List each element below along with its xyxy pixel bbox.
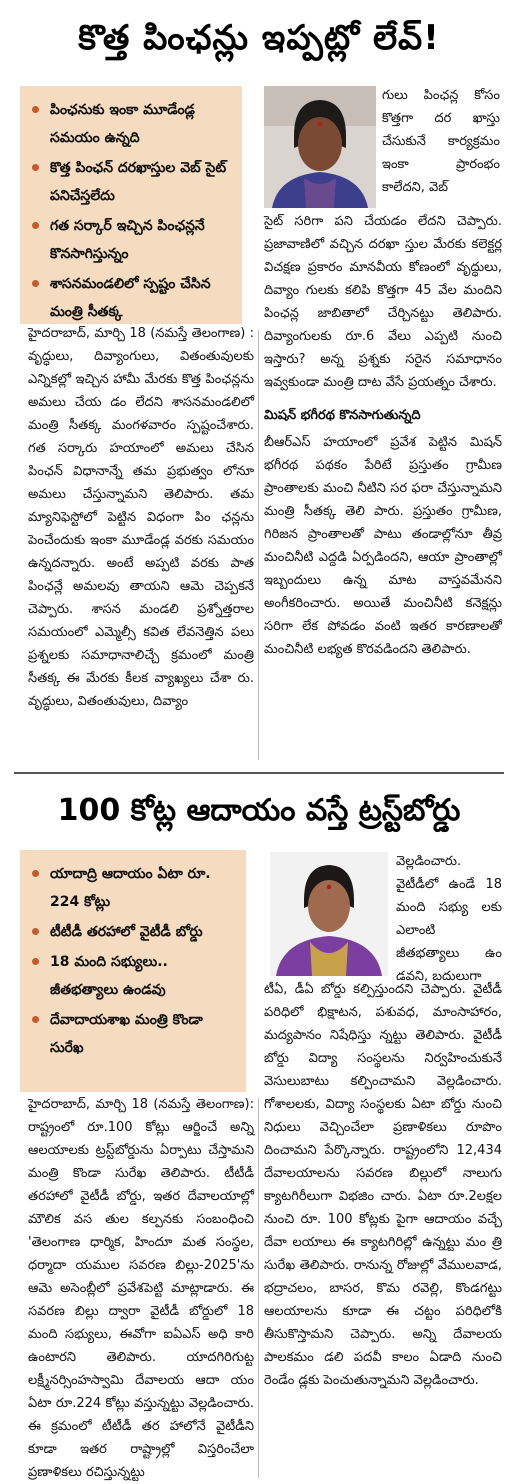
column-divider [258,1098,259,1478]
highlight-item: టీటీడీ తరహాలో వైటీడీ బోర్డు [50,918,238,946]
article-paragraph: హైదరాబాద్, మార్చి 18 (నమస్తే తెలంగాణ) : వృద్ధులు, దివ్యాంగులు, వితంతువులకు ఎన్నికల్లో ఇచ్చిన హామీ మేరకు కొత్త పింఛన్లను అమలు చేయ డం లేదని శాసనమండలిలో మంత్రి సీతక్క మంగళవారం స్పష్టంచేశారు. గత సర్కారు హయాంలో అమలు చేసిన పింఛన్ విధానాన్నే తమ ప్రభుత్వం లోనూ అమలు చేస్తున్నామని తెలిపారు. తమ మ్యానిఫెస్టోలో పెట్టిన విధంగా పిం ఛన్లను పెంచేందుకు ఇంకా మూడేండ్ల వరకు సమయం ఉన్నదన్నారు. అంటే అప్పటి వరకు పాత పింఛన్లే అమలవు తాయని ఆమె చెప్పకనే చెప్పారు. శాసన మండలి ప్రశ్నోత్తరాల సమయంలో ఎమ్మెల్సీ కవిత లేవనెత్తిన పలు ప్రశ్నలకు సమాధానాలిచ్చే క్రమంలో మంత్రి సీతక్క ఈ మేరకు కీలక వ్యాఖ్యలు చేశా రు. వృద్ధులు, వితంతువులు, దివ్యాం [28,326,254,709]
highlight-item: కొత్త పింఛన్ దరఖాస్తుల వెబ్ సైట్ పనిచేస్తలేదు [50,154,234,210]
highlight-item: పింఛనుకు ఇంకా మూడేండ్ల సమయం ఉన్నది [50,96,234,152]
bullet-icon [32,222,39,229]
article-paragraph: బీఆర్ఎస్ హయాంలో ప్రవేశ పెట్టిన మిషన్ భగీరథ పథకం పేరిటే ప్రస్తుతం గ్రామీణ ప్రాంతాలకు మంచి నీటిని సర ఫరా చేస్తున్నామని మంత్రి సీతక్క తెలి పారు. ప్రస్తుతం గ్రామీణ, గిరిజన ప్రాంతాలతో పాటు తండాల్లోనూ తీవ్ర మంచినీటి ఎద్దడి ఏర్పడిందని, ఆయా ప్రాంతాల్లో ఇబ్బందులు ఉన్న మాట వాస్తవమేనని అంగీకరించారు. అయితే మంచినీటి కనెక్షన్లు సరిగా లేక పోవడం వంటి ఇతర కారణాలతో మంచినీటి లభ్యత కొరవడిందని తెలిపారు. [264,435,502,657]
bullet-icon [32,280,39,287]
highlight-item: 18 మంది సభ్యులు.. జీతభత్యాలు ఉండవు [50,948,238,1004]
column-divider [258,330,259,760]
bullet-icon [32,164,39,171]
article-column-left [28,322,254,713]
minister-photo [264,86,376,208]
bullet-icon [32,106,39,113]
portrait-icon [270,852,388,976]
article-paragraph: టీఏ, డీఏ బోర్డు కల్పిస్తుందని చెప్పారు. వైటీడీ పరిధిలో భిక్షాటన, పశువధ, మాంసాహారం, మద్యపానం నిషేధిస్తు న్నట్టు తెలిపారు. వైటీడీ బోర్డు విద్యా సంస్థలను నిర్వహించుకునే వెసులుబాటు కల్పించామని వెల్లడించారు. గోశాలలకు, విద్యా సంస్థలకు ఏటా బోర్డు నుంచి నిధులు వెచ్చించేలా ప్రణాళికలు రూపొం దించామని పేర్కొన్నారు. రాష్ట్రంలోని 12,434 దేవాలయాలను సవరణ బిల్లులో నాలుగు క్యాటగిరీలుగా విభజిం చారు. ఏటా రూ.2లక్షల నుంచి రూ. 100 కోట్లకు పైగా ఆదాయం వచ్చే దేవా లయాలు ఈ క్యాటగిరిల్లో ఉన్నట్టు మం త్రి సురేఖ తెలిపారు. రానున్న రోజుల్లో వేములవాడ, భద్రాచలం, బాసర, కొమ రవెల్లి, కొండగట్టు ఆలయాలను కూడా ఈ చట్టం పరిధిలోకి తీసుకొస్తామని చెప్పారు. అన్ని దేవాలయ పాలకమం డలి పదవీ కాలం ఏడాది నుంచి రెండేం డ్లకు పెంచుతున్నామని వెల్లడించారు. [264,982,502,1388]
highlights-box [20,850,246,1092]
article-column-right [264,978,502,1392]
highlight-item: యాదాద్రి ఆదాయం ఏటా రూ. 224 కోట్లు [50,860,238,916]
bullet-icon [32,1016,39,1023]
article-paragraph: గులు పింఛన్ల కోసం కొత్తగా దర ఖాస్తు చేసుకునే కార్యక్రమం ఇంకా ప్రారంభం కాలేదని, వెబ్ [382,88,500,195]
bullet-icon [32,870,39,877]
headline: కొత్త పింఛన్లు ఇప్పట్లో లేవ్! [78,18,440,58]
article-paragraph: వెల్లడించారు. వైటీడీలో ఉండే 18 మంది సభ్యు లకు ఎలాంటి జీతభత్యాలు ఉం డవని, బదులుగా [396,854,502,984]
article-column-right [264,210,502,661]
article-column-left [28,1093,254,1484]
minister-photo [270,852,388,976]
highlight-item: దేవాదాయశాఖ మంత్రి కొండా సురేఖ [50,1006,238,1062]
article-paragraph: సైట్ సరిగా పని చేయడం లేదని చెప్పారు. ప్రజావాణిలో వచ్చిన దరఖా స్తుల మేరకు కలెక్టర్ల విచక్షణ ప్రకారం మానవీయ కోణంలో వృద్ధులు, దివ్యాం గులకు కలిపి కొత్తగా 45 వేల మందిని పింఛన్ల జాబితాలో చేర్చినట్టు తెలిపారు. దివ్యాంగులకు రూ.6 వేలు ఎప్పటి నుంచి ఇస్తారు? అన్న ప్రశ్నకు సరైన సమాధానం ఇవ్వకుండా మంత్రి దాట వేసే ప్రయత్నం చేశారు. [264,214,502,390]
bullet-icon [32,958,39,965]
story-divider [14,772,504,774]
article-paragraph: హైదరాబాద్, మార్చి 18 (నమస్తే తెలంగాణ): రాష్ట్రంలో రూ.100 కోట్లు ఆర్జించే అన్ని ఆలయాలకు ట్రస్ట్‌బోర్డును ఏర్పాటు చేస్తామని మంత్రి కొండా సురేఖ తెలిపారు. టీటీడీ తరహాలో వైటీడీ బోర్డు, ఇతర దేవాలయాల్లో మౌలిక వస తుల కల్పనకు సంబంధించి 'తెలంగాణ ధార్మిక, హిందూ మత సంస్థల, ధర్మాదా యముల సవరణ బిల్లు-2025'ను ఆమె అసెంబ్లీలో ప్రవేశపెట్టి మాట్లాడారు. ఈ సవరణ బిల్లు ద్వారా వైటీడీ బోర్డులో 18 మంది సభ్యులు, ఈవోగా ఐఏఎస్ అధి కారి ఉంటారని తెలిపారు. యాదగిరిగుట్ట లక్ష్మీనర్సింహస్వామి దేవాలయ ఆదా యం ఏటా రూ.224 కోట్లు వస్తున్నట్టు వెల్లడించారు. ఈ క్రమంలో టీటీడీ తర హాలోనే వైటీడీని కూడా ఇతర రాష్ట్రాల్లో విస్తరించేలా ప్రణాళికలు రచిస్తున్నట్టు [28,1097,254,1480]
subheading: మిషన్ భగీరథ కొనసాగుతున్నది [264,408,421,423]
portrait-icon [264,86,376,208]
article-column-right-top [396,850,502,988]
headline: 100 కోట్ల ఆదాయం వస్తే ట్రస్ట్‌బోర్డు [57,793,461,828]
news-story-trust-board [0,778,518,1484]
bullet-icon [32,928,39,935]
highlight-item: గత సర్కార్ ఇచ్చిన పింఛన్లనే కొనసాగిస్తున్నం [50,212,234,268]
highlight-item: శాసనమండలిలో స్పష్టం చేసిన మంత్రి సీతక్క [50,270,234,326]
highlights-box [20,86,242,324]
article-column-right-top [382,84,500,199]
